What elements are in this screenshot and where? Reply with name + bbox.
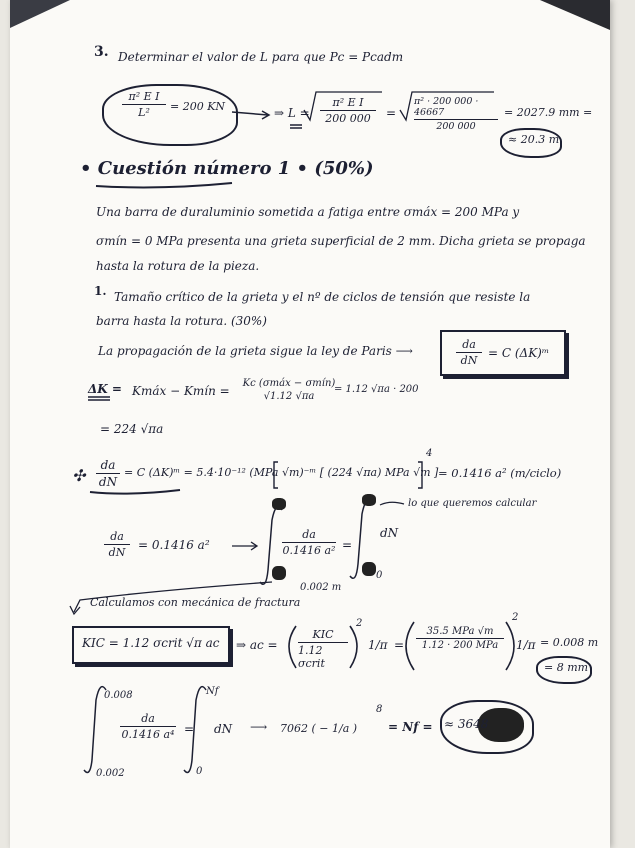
- int-lower-limit: 0.002 m: [300, 582, 342, 593]
- sqrt2-numerator: π² · 200 000 · 46667: [414, 96, 479, 118]
- int-fraction: [282, 528, 336, 557]
- rate-fraction: [96, 458, 120, 489]
- calc-note: Calculamos con mecánica de fractura: [90, 596, 301, 609]
- sqrt1-denominator: 200 000: [325, 112, 371, 125]
- dk-result: = 224 √πa: [100, 422, 164, 436]
- statement-line-3: hasta la rotura de la pieza.: [96, 259, 260, 273]
- sqrt-fraction-2: [414, 96, 498, 132]
- one-over-pi: 1/π: [368, 638, 388, 652]
- final-upper-2: Nf: [206, 686, 219, 697]
- rate-expr: = C (ΔK)ᵐ = 5.4·10⁻¹² (MPa √m)⁻ᵐ [ (224 √πa) MPa √m ]: [124, 466, 439, 479]
- cloud-denominator: L²: [138, 106, 150, 119]
- ac-fraction: [298, 628, 348, 670]
- final-nf: = Nf =: [388, 720, 433, 734]
- dk-expr-2: = 1.12 √πa · 200: [334, 384, 419, 395]
- final-fraction: [120, 712, 176, 741]
- ac-square-2: 2: [512, 612, 519, 623]
- sqrt2-denominator: 200 000: [436, 121, 476, 132]
- ac-numerator-2: 35.5 MPa √m: [426, 626, 494, 637]
- final-arrow: ⟶: [250, 720, 268, 734]
- rate-power: 4: [426, 448, 433, 459]
- equals-sign-2: =: [342, 538, 353, 552]
- equals-sign-3: =: [394, 638, 405, 652]
- rate-denominator: dN: [98, 475, 118, 489]
- question-title: Determinar el valor de L para que Pc = Pcadm: [118, 50, 404, 64]
- int-dn: dN: [380, 526, 399, 540]
- dk-fraction: [242, 378, 336, 402]
- rate-numerator: da: [100, 458, 116, 472]
- cloud-rhs: = 200 KN: [170, 100, 226, 113]
- dk-expr-1: Kmáx − Kmín =: [132, 384, 230, 398]
- notebook-page: [10, 0, 610, 848]
- final-exp: 8: [376, 704, 383, 715]
- scribble-1: [272, 498, 286, 510]
- ac-result-circled: = 8 mm: [544, 661, 589, 674]
- int-annotation: lo que queremos calcular: [408, 498, 537, 509]
- int-lower-right: 0: [376, 570, 383, 581]
- sqrt-fraction-1: [320, 96, 376, 125]
- kic-formula: KIC = 1.12 σcrit √π ac: [82, 636, 220, 650]
- final-dn: dN: [214, 722, 233, 736]
- question-number: 3.: [94, 44, 109, 60]
- bullet-icon: ✣: [72, 466, 86, 485]
- int-lhs-fraction: [104, 530, 130, 559]
- ac-result: = 0.008 m: [540, 636, 599, 649]
- final-lower-2: 0: [196, 766, 203, 777]
- final-eq: =: [184, 722, 195, 736]
- section-title: • Cuestión número 1 • (50%): [80, 158, 374, 179]
- scribble-4: [362, 562, 376, 576]
- l-result: = 2027.9 mm =: [504, 106, 593, 119]
- q1-line-2: barra hasta la rotura. (30%): [96, 314, 267, 328]
- scribble-3: [362, 494, 376, 506]
- final-lower: 0.002: [96, 768, 125, 779]
- l-result-circled: ≈ 20.3 m: [508, 133, 560, 146]
- ac-denominator-2: 1.12 · 200 MPa: [421, 640, 499, 651]
- int-numerator: da: [302, 528, 316, 541]
- paris-denominator: dN: [460, 354, 478, 367]
- final-denominator: 0.1416 a⁴: [121, 728, 175, 741]
- l-equation-prefix: ⇒ L =: [274, 106, 310, 120]
- ac-square: 2: [356, 618, 363, 629]
- statement-line-2: σmín = 0 MPa presenta una grieta superficial de 2 mm. Dicha grieta se propaga: [96, 234, 586, 248]
- statement-line-1: Una barra de duraluminio sometida a fatiga entre σmáx = 200 MPa y: [96, 205, 520, 219]
- sqrt1-numerator: π² E I: [332, 96, 364, 109]
- paris-rhs: = C (ΔK)ᵐ: [488, 346, 550, 360]
- int-denominator: 0.1416 a²: [282, 544, 336, 557]
- dk-denominator: √1.12 √πa: [263, 391, 315, 402]
- one-over-pi-2: 1/π: [516, 638, 536, 652]
- section-title-text: Cuestión número 1: [97, 158, 291, 179]
- q1-number: 1.: [94, 284, 107, 298]
- scribble-2: [272, 566, 286, 580]
- dk-numerator: Kc (σmáx − σmín): [242, 378, 336, 389]
- q1-line-1: Tamaño crítico de la grieta y el nº de ciclos de tensión que resiste la: [114, 290, 531, 304]
- cloud-numerator: π² E I: [128, 90, 160, 103]
- paris-numerator: da: [462, 338, 476, 351]
- dk-lhs: ΔK =: [88, 382, 122, 396]
- ac-lhs: ⇒ ac =: [236, 638, 278, 652]
- final-expr: 7062 ( − 1/a ): [280, 722, 358, 735]
- int-lhs-denominator: dN: [108, 546, 126, 559]
- paris-fraction: [456, 338, 482, 367]
- cloud-fraction: [122, 90, 166, 119]
- int-lhs-rhs: = 0.1416 a²: [138, 538, 210, 552]
- final-numerator: da: [141, 712, 155, 725]
- int-lhs-numerator: da: [110, 530, 124, 543]
- section-points: (50%): [314, 158, 374, 179]
- equals-sign: =: [386, 106, 397, 120]
- ac-denominator: 1.12 σcrit: [298, 644, 325, 670]
- ac-numerator: KIC: [312, 628, 334, 641]
- ac-fraction-2: [416, 626, 504, 651]
- paris-text: La propagación de la grieta sigue la ley de Paris ⟶: [98, 344, 413, 358]
- final-upper: 0.008: [104, 690, 133, 701]
- rate-result: = 0.1416 a² (m/ciclo): [438, 466, 562, 480]
- final-result: ≈ 3648: [444, 717, 489, 731]
